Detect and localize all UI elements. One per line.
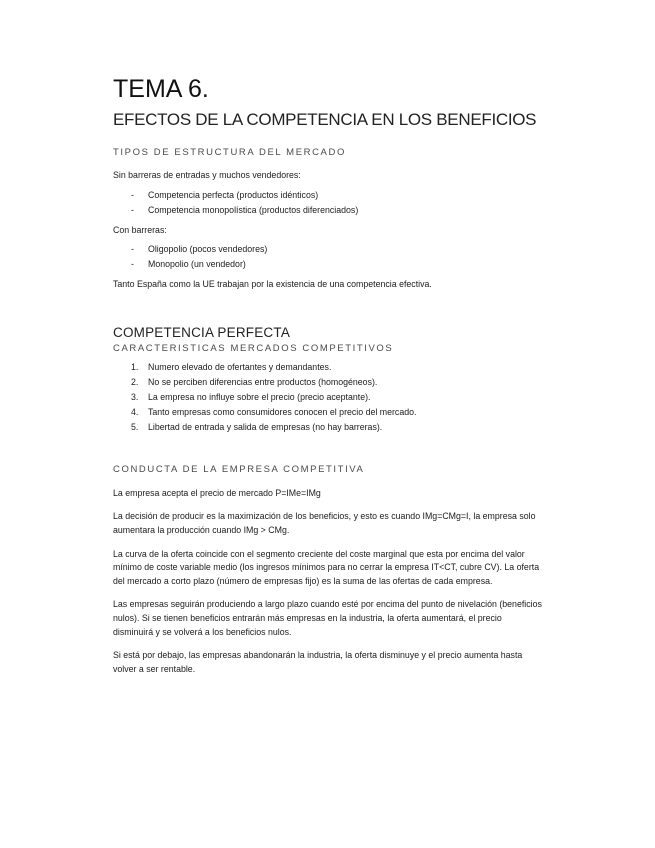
document-page [113, 74, 543, 676]
section1-closing: Tanto España como la UE trabajan por la existencia de una competencia efectiva. [113, 279, 432, 290]
paragraph: La curva de la oferta coincide con el segmento creciente del coste marginal que esta por encima del valor mínimo de coste variable medio (los ingresos mínimos para no cerrar la empresa IT<CT, cubre CV). La oferta del mercado a corto plazo (número de empresas fijo) es la suma de las ofertas de cada empresa. [113, 548, 540, 586]
list-item: - Competencia perfecta (productos idénticos) [131, 189, 319, 200]
section-heading-conducta: CONDUCTA DE LA EMPRESA COMPETITIVA [113, 463, 365, 475]
list-item: - Competencia monopolística (productos diferenciados) [131, 204, 359, 215]
document-title: TEMA 6. [113, 75, 209, 103]
sin-barreras-list [113, 188, 543, 218]
sin-barreras-label: Sin barreras de entradas y muchos vendedores: [113, 170, 301, 180]
caracteristicas-list [113, 360, 543, 435]
list-item: - Oligopolio (pocos vendedores) [131, 244, 268, 255]
document-subtitle: EFECTOS DE LA COMPETENCIA EN LOS BENEFICIOS [113, 110, 537, 129]
paragraph: Si está por debajo, las empresas abandonarán la industria, la oferta disminuye y el precio aumenta hasta volver a ser rentable. [113, 650, 523, 674]
list-item: 5. Libertad de entrada y salida de empresas (no hay barreras). [131, 421, 383, 432]
section-heading-tipos: TIPOS DE ESTRUCTURA DEL MERCADO [113, 147, 346, 158]
list-item: - Monopolio (un vendedor) [131, 259, 246, 270]
list-item: 3. La empresa no influye sobre el precio (precio aceptante). [131, 391, 371, 402]
paragraph: La decisión de producir es la maximización de los beneficios, y esto es cuando IMg=CMg=I, la empresa solo aumentara la producción cuando IMg > CMg. [113, 511, 536, 535]
list-item: 1. Numero elevado de ofertantes y demandantes. [131, 361, 332, 372]
paragraph: La empresa acepta el precio de mercado P=IMe=IMg [113, 487, 321, 498]
con-barreras-label: Con barreras: [113, 224, 167, 235]
section-subheading-caracteristicas: CARACTERISTICAS MERCADOS COMPETITIVOS [113, 342, 394, 354]
list-item: 4. Tanto empresas como consumidores conocen el precio del mercado. [131, 406, 417, 417]
section-heading-competencia: COMPETENCIA PERFECTA [113, 324, 291, 340]
con-barreras-list [113, 242, 543, 272]
list-item: 2. No se perciben diferencias entre productos (homogéneos). [131, 376, 378, 387]
paragraph: Las empresas seguirán produciendo a largo plazo cuando esté por encima del punto de nivelación (beneficios nulos). Si se tienen beneficios entrarán más empresas en la industria, la oferta aumentará, el precio disminuirá y se volverá a los beneficios nulos. [113, 599, 542, 637]
